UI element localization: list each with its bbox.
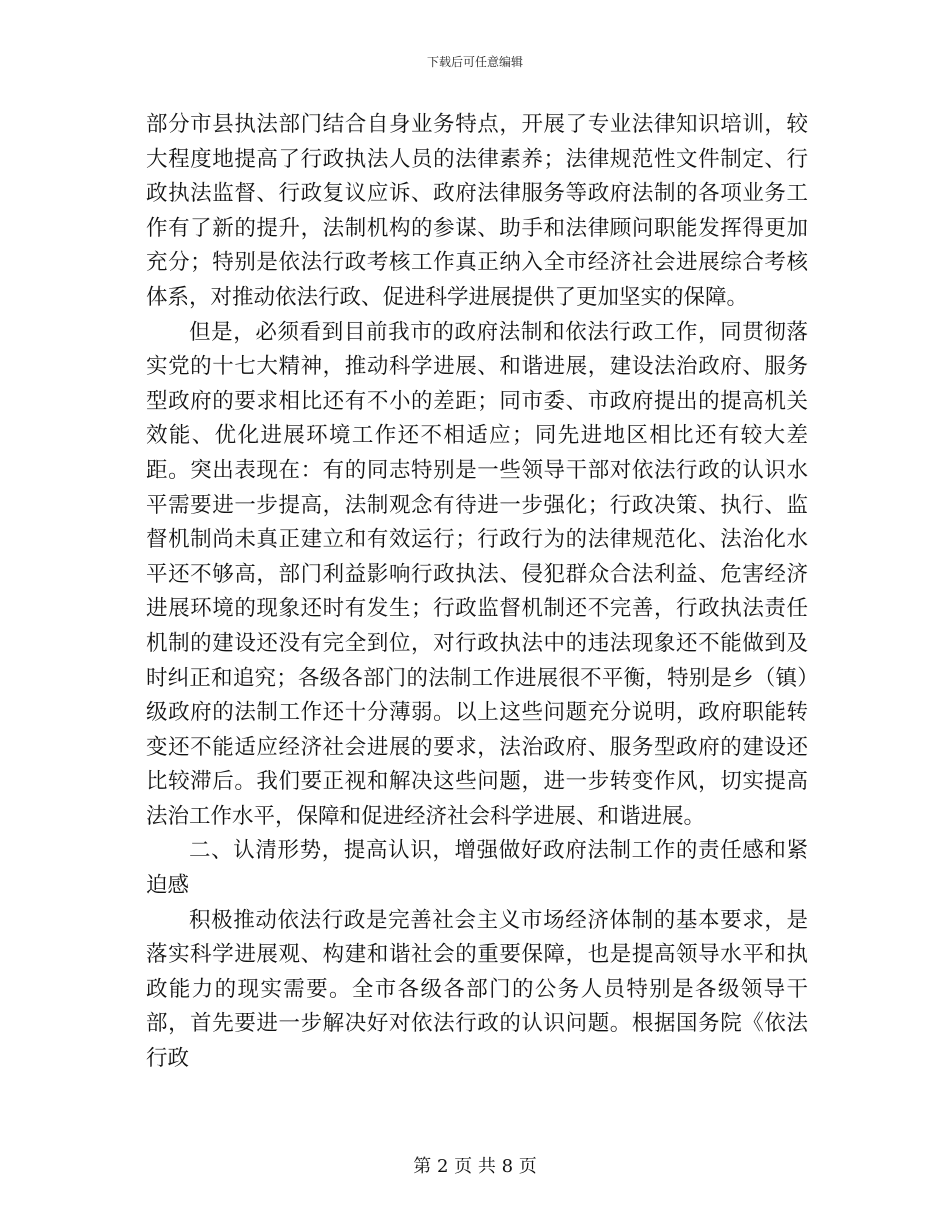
page-header-note: 下载后可任意编辑	[426, 55, 523, 69]
paragraph-continuation: 部分市县执法部门结合自身业务特点，开展了专业法律知识培训，较大程度地提高了行政执法人员的法律素养；法律规范性文件制定、行政执法监督、行政复议应诉、政府法律服务等政府法制的各项业务工作有了新的提升，法制机构的参谋、助手和法律顾问职能发挥得更加充分；特别是依法行政考核工作真正纳入全市经济社会进展综合考核体系，对推动依法行政、促进科学进展提供了更加坚实的保障。	[146, 112, 808, 310]
document-body	[146, 108, 808, 1077]
paragraph-shortcomings: 但是，必须看到目前我市的政府法制和依法行政工作，同贯彻落实党的十七大精神，推动科学进展、和谐进展，建设法治政府、服务型政府的要求相比还有不小的差距；同市委、市政府提出的提高机关效能、优化进展环境工作还不相适应；同先进地区相比还有较大差距。突出表现在：有的同志特别是一些领导干部对依法行政的认识水平需要进一步提高，法制观念有待进一步强化；行政决策、执行、监督机制尚未真正建立和有效运行；行政行为的法律规范化、法治化水平还不够高，部门利益影响行政执法、侵犯群众合法利益、危害经济进展环境的现象还时有发生；行政监督机制还不完善，行政执法责任机制的建设还没有完全到位，对行政执法中的违法现象还不能做到及时纠正和追究；各级各部门的法制工作进展很不平衡，特别是乡（镇）级政府的法制工作还十分薄弱。以上这些问题充分说明，政府职能转变还不能适应经济社会进展的要求，法治政府、服务型政府的建设还比较滞后。我们要正视和解决这些问题，进一步转变作风，切实提高法治工作水平，保障和促进经济社会科学进展、和谐进展。	[146, 319, 808, 829]
section-heading-2: 二、认清形势，提高认识，增强做好政府法制工作的责任感和紧迫感	[146, 838, 808, 899]
paragraph-importance: 积极推动依法行政是完善社会主义市场经济体制的基本要求，是落实科学进展观、构建和谐社会的重要保障，也是提高领导水平和执政能力的现实需要。全市各级各部门的公务人员特别是各级领导干部，首先要进一步解决好对依法行政的认识问题。根据国务院《依法行政	[146, 907, 808, 1072]
page-number: 第 2 页 共 8 页	[413, 1156, 537, 1177]
